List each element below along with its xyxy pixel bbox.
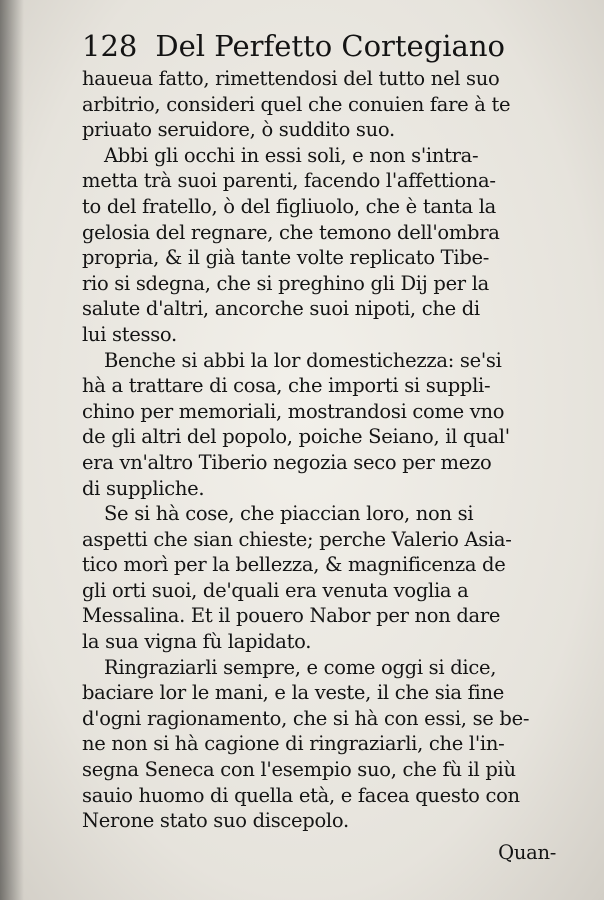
text-line: de gli altri del popolo, poiche Seiano, il qual' xyxy=(82,425,510,449)
text-line: di suppliche. xyxy=(82,476,205,500)
catchword: Quan- xyxy=(498,840,556,864)
text-line: la sua vigna fù lapidato. xyxy=(82,630,312,654)
text-line: d'ogni ragionamento, che si hà con essi, se be- xyxy=(82,706,530,730)
text-line: segna Seneca con l'esempio suo, che fù il più xyxy=(82,758,516,782)
text-line: rio si sdegna, che si preghino gli Dij per la xyxy=(82,271,489,295)
text-line: Abbi gli occhi in essi soli, e non s'intra- xyxy=(104,143,479,167)
text-line: chino per memoriali, mostrandosi come vno xyxy=(82,399,505,423)
running-title: Del Perfetto Cortegiano xyxy=(155,29,505,63)
text-line: Messalina. Et il pouero Nabor per non dare xyxy=(82,604,501,628)
text-line: era vn'altro Tiberio negozia seco per mezo xyxy=(82,450,492,474)
page-header xyxy=(82,28,562,64)
text-line: lui stesso. xyxy=(82,322,177,346)
text-line: salute d'altri, ancorche suoi nipoti, che di xyxy=(82,297,480,321)
text-line: tico morì per la bellezza, & magnificenza de xyxy=(82,553,506,577)
gutter-shadow xyxy=(0,0,24,900)
text-line: priuato seruidore, ò suddito suo. xyxy=(82,118,395,142)
text-line: hà a trattare di cosa, che importi si suppli- xyxy=(82,374,491,398)
text-line: Ringraziarli sempre, e come oggi si dice, xyxy=(104,655,497,679)
text-line: haueua fatto, rimettendosi del tutto nel suo xyxy=(82,67,500,90)
text-line: aspetti che sian chieste; perche Valerio Asia- xyxy=(82,527,512,551)
text-line: baciare lor le mani, e la veste, il che sia fine xyxy=(82,681,504,705)
text-line: metta trà suoi parenti, facendo l'affettiona- xyxy=(82,169,496,193)
text-line: propria, & il già tante volte replicato Tibe- xyxy=(82,246,490,270)
body-text xyxy=(82,66,602,865)
text-line: sauio huomo di quella età, e facea questo con xyxy=(82,783,520,807)
text-line: Se si hà cose, che piaccian loro, non si xyxy=(104,502,474,526)
text-line: ne non si hà cagione di ringraziarli, che l'in- xyxy=(82,732,505,756)
text-line: arbitrio, consideri quel che conuien fare à te xyxy=(82,92,511,116)
text-line: gelosia del regnare, che temono dell'ombra xyxy=(82,220,500,244)
text-line: Nerone stato suo discepolo. xyxy=(82,809,349,833)
page-number: 128 xyxy=(82,29,138,63)
text-line: Benche si abbi la lor domestichezza: se'si xyxy=(104,348,502,372)
text-line: to del fratello, ò del figliuolo, che è tanta la xyxy=(82,194,496,218)
text-line: gli orti suoi, de'quali era venuta voglia a xyxy=(82,578,469,602)
